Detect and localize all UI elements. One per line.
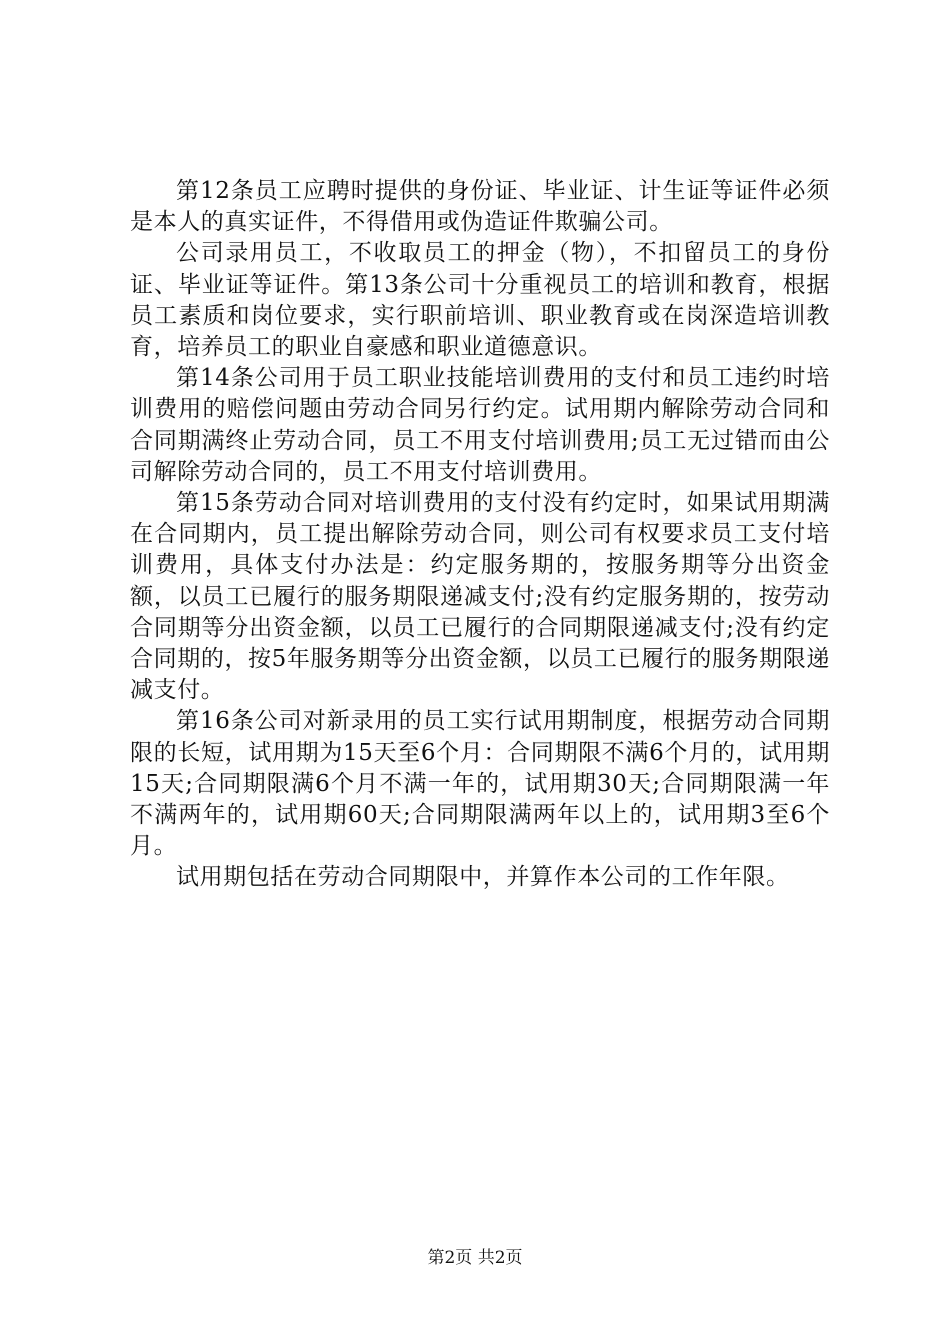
paragraph-article-12: 第12条员工应聘时提供的身份证、毕业证、计生证等证件必须是本人的真实证件，不得借用或伪造证件欺骗公司。: [130, 178, 830, 236]
paragraph-article-13: 公司录用员工，不收取员工的押金（物），不扣留员工的身份证、毕业证等证件。第13条公司十分重视员工的培训和教育，根据员工素质和岗位要求，实行职前培训、职业教育或在岗深造培训教育，培养员工的职业自豪感和职业道德意识。: [130, 240, 830, 361]
document-body: [130, 176, 830, 894]
paragraph-article-14: 第14条公司用于员工职业技能培训费用的支付和员工违约时培训费用的赔偿问题由劳动合同另行约定。试用期内解除劳动合同和合同期满终止劳动合同，员工不用支付培训费用;员工无过错而由公司解除劳动合同的，员工不用支付培训费用。: [130, 365, 830, 485]
paragraph-article-16: 第16条公司对新录用的员工实行试用期制度，根据劳动合同期限的长短，试用期为15天至6个月：合同期限不满6个月的，试用期15天;合同期限满6个月不满一年的，试用期30天;合同期限满一年不满两年的，试用期60天;合同期限满两年以上的，试用期3至6个月。: [130, 708, 830, 860]
paragraph-article-15: 第15条劳动合同对培训费用的支付没有约定时，如果试用期满在合同期内，员工提出解除劳动合同，则公司有权要求员工支付培训费用，具体支付办法是：约定服务期的，按服务期等分出资金额，以员工已履行的服务期限递减支付;没有约定服务期的，按劳动合同期等分出资金额，以员工已履行的合同期限递减支付;没有约定合同期的，按5年服务期等分出资金额，以员工已履行的服务期限递减支付。: [130, 490, 830, 704]
paragraph-probation-note: 试用期包括在劳动合同期限中，并算作本公司的工作年限。: [176, 864, 790, 891]
page-number-footer: 第2页 共2页: [427, 1248, 523, 1268]
